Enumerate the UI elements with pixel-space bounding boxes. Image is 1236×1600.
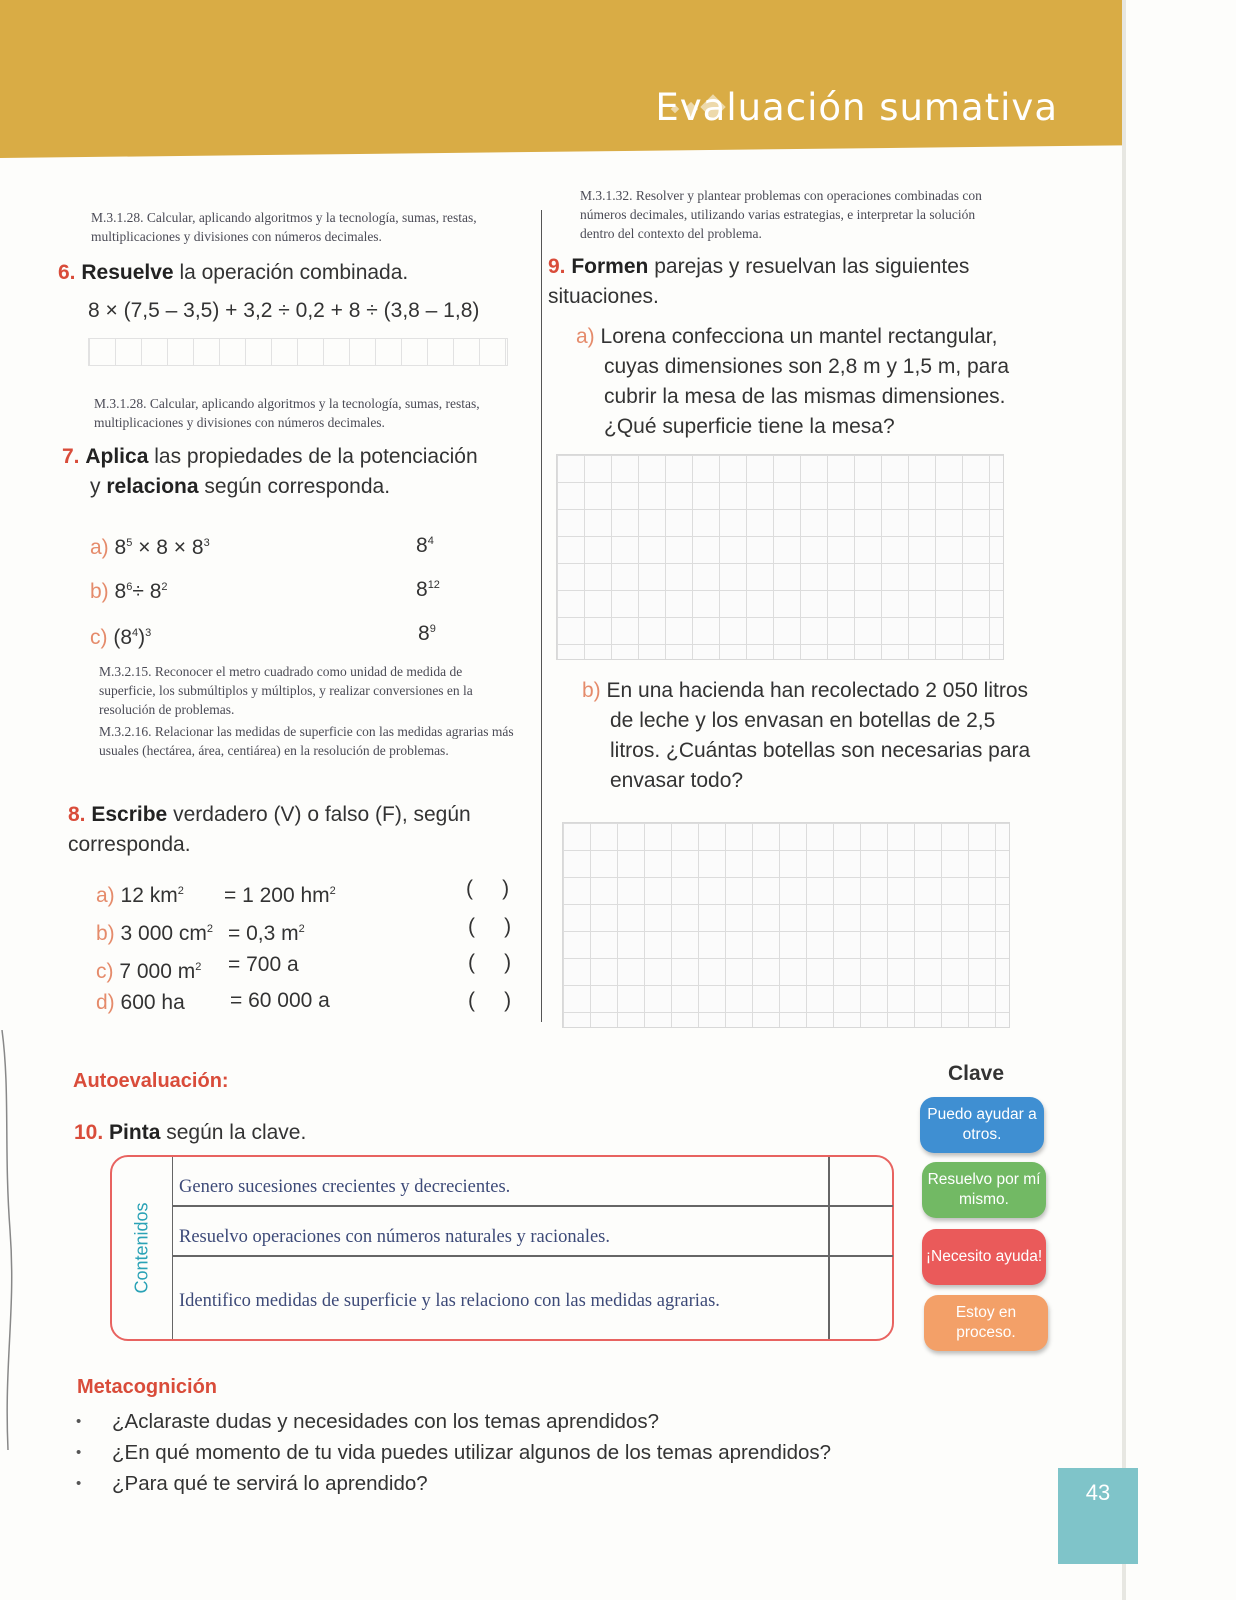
item-exponent: 2 <box>161 581 168 593</box>
table-row: Identifico medidas de superficie y las relaciono con las medidas agrarias. <box>179 1291 720 1311</box>
match-base: 8 <box>416 578 428 601</box>
question-number: 9. <box>548 255 566 278</box>
question-number: 7. <box>62 445 80 468</box>
key-in-progress: Estoy en proceso. <box>924 1295 1048 1351</box>
contents-side-column <box>112 1157 173 1339</box>
standard-8b: M.3.2.16. Relacionar las medidas de superficie con las medidas agrarias más usuales (hectárea, área, centiárea) en la resolución de problemas. <box>99 724 514 758</box>
power-item-a <box>90 528 210 563</box>
question-verb: Aplica <box>85 445 149 468</box>
table-row: Genero sucesiones crecientes y decrecientes. <box>179 1177 511 1197</box>
page-title: Evaluación sumativa <box>655 86 1058 129</box>
item-lhs: 600 ha <box>120 991 185 1014</box>
column-divider <box>541 210 542 1022</box>
power-match-b <box>416 570 440 605</box>
question-number: 10. <box>74 1121 104 1144</box>
standard-6: M.3.1.28. Calcular, aplicando algoritmos y la tecnología, sumas, restas, multiplicaciones y divisiones con números decimales. <box>91 210 477 244</box>
item-rhs: = 1 200 hm <box>224 884 330 907</box>
item-lhs: 7 000 m <box>119 960 196 983</box>
item-exponent: 5 <box>126 537 133 549</box>
key-solve-alone: Resuelvo por mí mismo. <box>922 1162 1046 1218</box>
match-exponent: 12 <box>427 579 440 591</box>
question-verb: Pinta <box>109 1121 161 1144</box>
answer-paren-b[interactable]: ( ) <box>468 915 512 938</box>
item-mid: ÷ 8 <box>132 580 162 603</box>
area-item-b <box>96 914 213 949</box>
answer-strip-6[interactable] <box>88 338 508 366</box>
key-title: Clave <box>948 1062 1005 1085</box>
power-item-c <box>90 618 151 653</box>
answer-paren-a[interactable]: ( ) <box>466 877 510 900</box>
question-7 <box>62 442 527 502</box>
standard-8a: M.3.2.15. Reconocer el metro cuadrado como unidad de medida de superficie, los submúltiplos y múltiplos, y realizar conversiones en la resolución de problemas. <box>99 664 473 717</box>
standard-9: M.3.1.32. Resolver y plantear problemas con operaciones combinadas con números decimales, utilizando varias estrategias, e interpretar la solución dentro del contexto del problema. <box>580 188 982 241</box>
standard-7: M.3.1.28. Calcular, aplicando algoritmos y la tecnología, sumas, restas, multiplicaciones y divisiones con números decimales. <box>94 396 480 430</box>
question-verb: relaciona <box>106 475 199 498</box>
list-item: • ¿Para qué te servirá lo aprendido? <box>76 1468 831 1499</box>
problem-text: En una hacienda han recolectado 2 050 litros de leche y los envasan en botellas de 2,5 litros. ¿Cuántas botellas son necesarias para envasar todo? <box>606 679 1031 792</box>
match-exponent: 9 <box>429 623 436 635</box>
item-letter: c) <box>90 626 108 649</box>
metacognition-list <box>76 1406 831 1499</box>
item-exponent: 3 <box>203 537 210 549</box>
item-letter: a) <box>96 884 115 907</box>
item-letter: d) <box>96 991 115 1014</box>
item-mid: ) <box>138 626 146 649</box>
item-letter: c) <box>96 960 114 983</box>
item-letter: b) <box>90 580 109 603</box>
answer-paren-d[interactable]: ( ) <box>468 989 512 1012</box>
power-match-c <box>418 614 436 649</box>
page-curl-decoration <box>0 1030 14 1450</box>
key-help-others: Puedo ayudar a otros. <box>920 1097 1044 1153</box>
problem-text: Lorena confecciona un mantel rectangular, cuyas dimensiones son 2,8 m y 1,5 m, para cubrir la mesa de las mismas dimensiones. ¿Qué superficie tiene la mesa? <box>600 325 1010 438</box>
item-exponent: 2 <box>298 923 305 935</box>
header-band <box>0 0 1122 158</box>
answer-grid-9b[interactable] <box>562 822 1010 1028</box>
item-letter: b) <box>582 679 601 702</box>
mark-cell[interactable] <box>830 1209 890 1253</box>
power-match-a <box>416 526 434 561</box>
page-number: 43 <box>1058 1468 1138 1564</box>
table-row: Resuelvo operaciones con números naturales y racionales. <box>179 1227 611 1247</box>
item-letter: a) <box>576 325 595 348</box>
match-base: 8 <box>418 622 430 645</box>
question-verb: Resuelve <box>81 261 174 284</box>
area-rhs-b <box>228 914 305 949</box>
item-exponent: 2 <box>195 961 202 973</box>
question-text: parejas y resuelvan las siguientes situaciones. <box>548 255 970 308</box>
list-item: • ¿En qué momento de tu vida puedes utilizar algunos de los temas aprendidos? <box>76 1437 831 1468</box>
key-need-help: ¡Necesito ayuda! <box>922 1229 1046 1285</box>
item-lhs: 12 km <box>120 884 178 907</box>
item-exponent: 6 <box>126 581 133 593</box>
question-text: y <box>90 475 101 498</box>
power-item-b <box>90 572 168 607</box>
problem-9a <box>576 322 1040 442</box>
question-10 <box>74 1118 306 1148</box>
question-9 <box>548 252 988 312</box>
match-base: 8 <box>416 534 428 557</box>
list-item: • ¿Aclaraste dudas y necesidades con los temas aprendidos? <box>76 1406 831 1437</box>
self-evaluation-title: Autoevaluación: <box>73 1070 229 1092</box>
area-item-c <box>96 952 201 987</box>
item-rhs: = 0,3 m <box>228 922 299 945</box>
item-lhs: 3 000 cm <box>120 922 207 945</box>
item-base: 8 <box>114 536 127 559</box>
page-edge <box>1122 0 1126 1600</box>
question-text: según la clave. <box>166 1121 307 1144</box>
item-exponent: 4 <box>132 627 139 639</box>
expression-6: 8 × (7,5 – 3,5) + 3,2 ÷ 0,2 + 8 ÷ (3,8 – 1,8) <box>88 299 480 322</box>
item-letter: b) <box>96 922 115 945</box>
item-mid: × 8 × 8 <box>138 536 204 559</box>
match-exponent: 4 <box>427 535 434 547</box>
item-base: (8 <box>113 626 133 649</box>
metacognition-title: Metacognición <box>77 1376 218 1398</box>
question-number: 8. <box>68 803 86 826</box>
answer-grid-9a[interactable] <box>556 454 1004 660</box>
question-8 <box>68 800 508 860</box>
area-item-d <box>96 988 185 1018</box>
question-number: 6. <box>58 261 76 284</box>
row-divider <box>173 1255 893 1257</box>
answer-paren-c[interactable]: ( ) <box>468 951 512 974</box>
self-evaluation-table <box>110 1155 894 1341</box>
item-letter: a) <box>90 536 109 559</box>
item-exponent: 2 <box>177 885 184 897</box>
question-verb: Formen <box>571 255 649 278</box>
item-exponent: 3 <box>145 627 152 639</box>
question-text: verdadero (V) o falso (F), según corresponda. <box>68 803 471 856</box>
question-text: la operación combinada. <box>179 261 409 284</box>
question-verb: Escribe <box>91 803 168 826</box>
area-item-a <box>96 876 184 911</box>
mark-cell[interactable] <box>830 1161 890 1205</box>
question-text: las propiedades de la potenciación <box>154 445 478 468</box>
item-exponent: 2 <box>329 885 336 897</box>
item-exponent: 2 <box>206 923 214 935</box>
mark-cell[interactable] <box>830 1259 890 1335</box>
question-6 <box>58 258 528 288</box>
row-divider <box>173 1205 893 1207</box>
problem-9b <box>582 676 1040 796</box>
area-rhs-a <box>224 876 336 911</box>
item-base: 8 <box>114 580 127 603</box>
area-rhs-c: = 700 a <box>228 953 299 976</box>
question-text: según corresponda. <box>204 475 391 498</box>
area-rhs-d: = 60 000 a <box>230 989 330 1012</box>
contents-label: Contenidos <box>131 1202 152 1294</box>
